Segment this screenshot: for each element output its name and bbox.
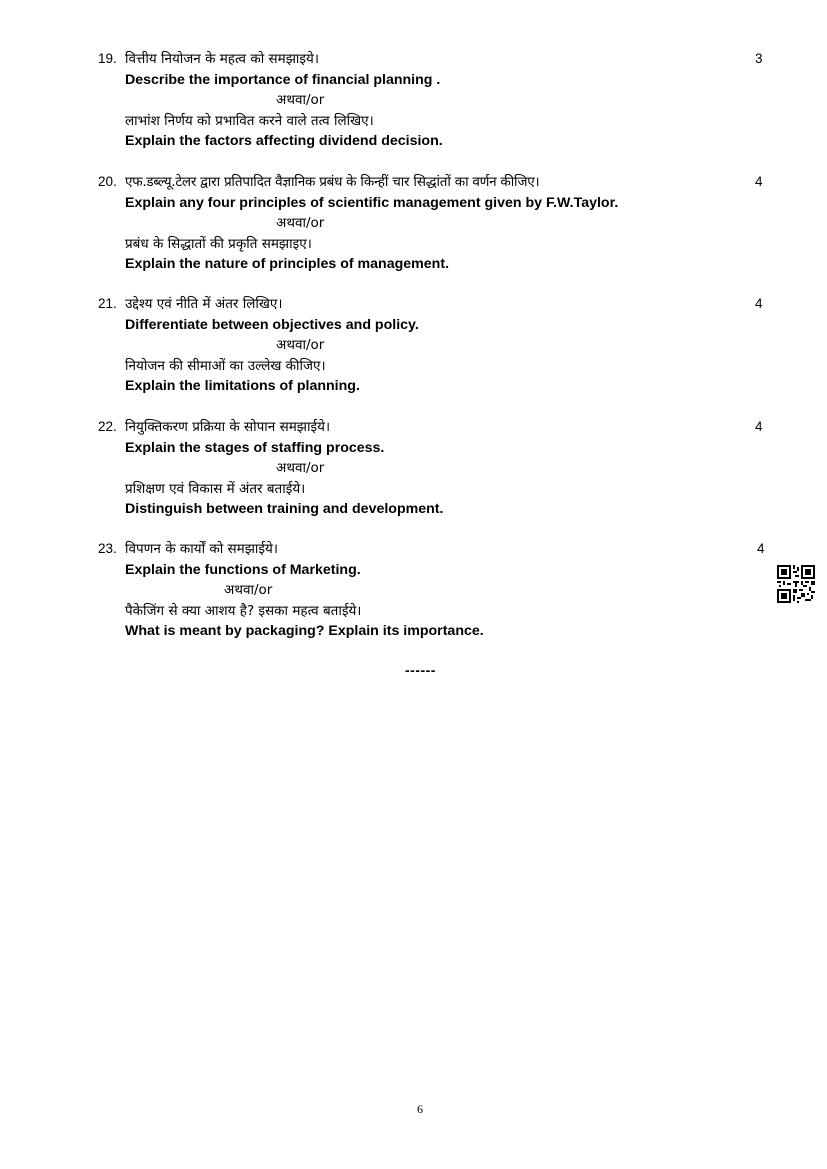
or-separator: अथवा/or bbox=[276, 460, 325, 476]
question-english: Describe the importance of financial planning . bbox=[125, 71, 441, 88]
alternative-hindi: नियोजन की सीमाओं का उल्लेख कीजिए। bbox=[125, 357, 326, 374]
question-hindi: वित्तीय नियोजन के महत्व को समझाइये। bbox=[125, 51, 319, 67]
question-number: 19. bbox=[98, 51, 117, 66]
question-marks: 3 bbox=[755, 51, 763, 66]
alternative-english: Explain the nature of principles of management. bbox=[125, 256, 450, 272]
question-21 bbox=[98, 294, 778, 397]
or-separator: अथवा/or bbox=[276, 337, 325, 353]
question-22 bbox=[98, 417, 778, 520]
question-20 bbox=[98, 172, 778, 275]
question-number: 22. bbox=[98, 419, 117, 434]
page-number: 6 bbox=[417, 1102, 423, 1116]
or-separator: अथवा/or bbox=[276, 215, 325, 231]
question-number: 23. bbox=[98, 541, 117, 556]
alternative-english: Distinguish between training and development. bbox=[125, 501, 444, 517]
alternative-hindi: प्रशिक्षण एवं विकास में अंतर बताईये। bbox=[125, 480, 306, 497]
alternative-hindi: पैकेजिंग से क्या आशय है? इसका महत्व बताईये। bbox=[125, 602, 362, 619]
alternative-english: Explain the limitations of planning. bbox=[125, 378, 360, 394]
question-number: 21. bbox=[98, 296, 117, 311]
alternative-hindi: प्रबंध के सिद्धातों की प्रकृति समझाइए। bbox=[125, 235, 312, 252]
or-separator: अथवा/or bbox=[224, 582, 273, 598]
question-hindi: नियुक्तिकरण प्रक्रिया के सोपान समझाईये। bbox=[125, 419, 331, 435]
question-hindi: एफ.डब्ल्यू.टेलर द्वारा प्रतिपादित वैज्ञानिक प्रबंध के किन्हीं चार सिद्धांतों का वर्णन कीजिए। bbox=[125, 174, 540, 190]
question-number: 20. bbox=[98, 174, 117, 189]
question-marks: 4 bbox=[755, 296, 763, 311]
question-english: Explain any four principles of scientific management given by F.W.Taylor. bbox=[125, 194, 619, 211]
question-23 bbox=[98, 539, 778, 642]
alternative-hindi: लाभांश निर्णय को प्रभावित करने वाले तत्व लिखिए। bbox=[125, 112, 374, 129]
question-english: Differentiate between objectives and policy. bbox=[125, 316, 419, 333]
question-marks: 4 bbox=[755, 174, 763, 189]
question-hindi: विपणन के कार्यों को समझाईये। bbox=[125, 541, 278, 557]
alternative-english: Explain the factors affecting dividend decision. bbox=[125, 133, 443, 149]
or-separator: अथवा/or bbox=[276, 92, 325, 108]
qr-code-icon bbox=[777, 565, 815, 603]
question-19 bbox=[98, 49, 778, 152]
question-hindi: उद्देश्य एवं नीति में अंतर लिखिए। bbox=[125, 296, 283, 312]
question-marks: 4 bbox=[757, 541, 765, 556]
question-marks: 4 bbox=[755, 419, 763, 434]
alternative-english: What is meant by packaging? Explain its importance. bbox=[125, 623, 484, 639]
question-english: Explain the functions of Marketing. bbox=[125, 561, 361, 578]
question-english: Explain the stages of staffing process. bbox=[125, 439, 385, 456]
end-marker: ------ bbox=[405, 662, 436, 678]
